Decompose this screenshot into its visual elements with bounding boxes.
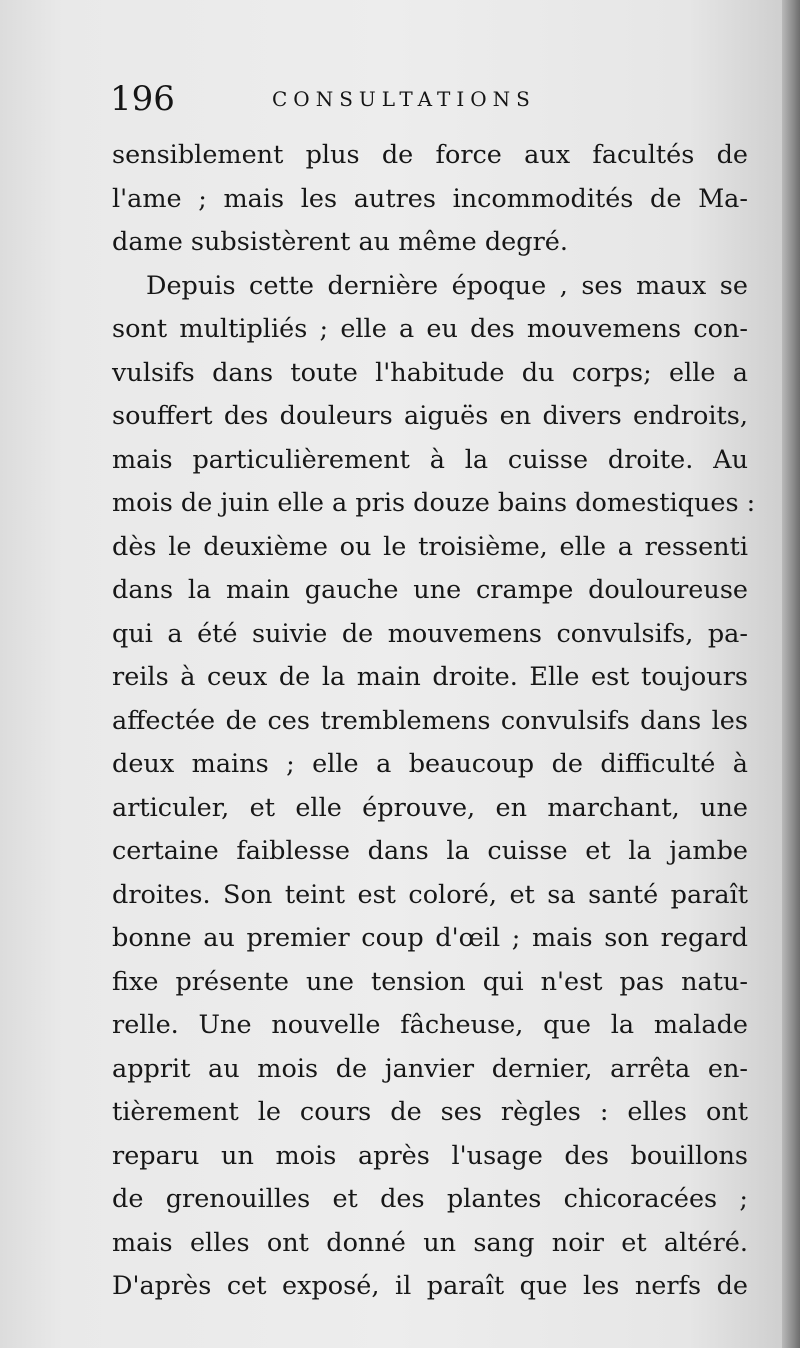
text-line: qui a été suivie de mouvemens convulsifs, pa- [112,618,748,649]
text-line: fixe présente une tension qui n'est pas natu- [112,966,748,997]
text-line: bonne au premier coup d'œil ; mais son regard [112,923,748,953]
text-line: de grenouilles et des plantes chicoracées ; [112,1184,748,1214]
text-line: tièrement le cours de ses règles : elles ont [112,1097,748,1127]
text-line: reils à ceux de la main droite. Elle est toujours [112,662,748,692]
text-line: articuler, et elle éprouve, en marchant, une [112,792,748,823]
text-line: apprit au mois de janvier dernier, arrêta en- [112,1053,748,1084]
text-line: deux mains ; elle a beaucoup de difficulté à [112,749,748,779]
text-line: mais particulièrement à la cuisse droite. Au [112,444,748,475]
text-line: l'ame ; mais les autres incommodités de Ma- [112,183,748,214]
text-line: relle. Une nouvelle fâcheuse, que la malade [112,1010,748,1040]
text-line: Depuis cette dernière époque , ses maux se [146,270,748,301]
text-line: souffert des douleurs aiguës en divers endroits, [112,401,748,431]
running-head: CONSULTATIONS [272,87,536,111]
page-header [110,78,730,128]
text-line: mois de juin elle a pris douze bains domestiques : [112,488,756,518]
text-line: mais elles ont donné un sang noir et altéré. [112,1227,748,1258]
text-line: sensiblement plus de force aux facultés de [112,140,748,170]
text-line: droites. Son teint est coloré, et sa santé paraît [112,879,748,910]
text-line: dans la main gauche une crampe douloureuse [112,575,748,605]
text-line: certaine faiblesse dans la cuisse et la jambe [112,836,748,866]
text-line: affectée de ces tremblemens convulsifs dans les [112,705,748,736]
page-number: 196 [110,79,175,119]
body-text [112,134,756,1309]
text-line: D'après cet exposé, il paraît que les nerfs de [112,1271,748,1301]
text-line: dès le deuxième ou le troisième, elle a ressenti [112,531,748,562]
text-line: vulsifs dans toute l'habitude du corps; elle a [112,357,748,388]
text-line: sont multipliés ; elle a eu des mouvemens con- [112,314,748,344]
page-gutter-shadow [782,0,800,1348]
text-line: dame subsistèrent au même degré. [112,227,568,257]
text-line: reparu un mois après l'usage des bouillons [112,1140,748,1171]
